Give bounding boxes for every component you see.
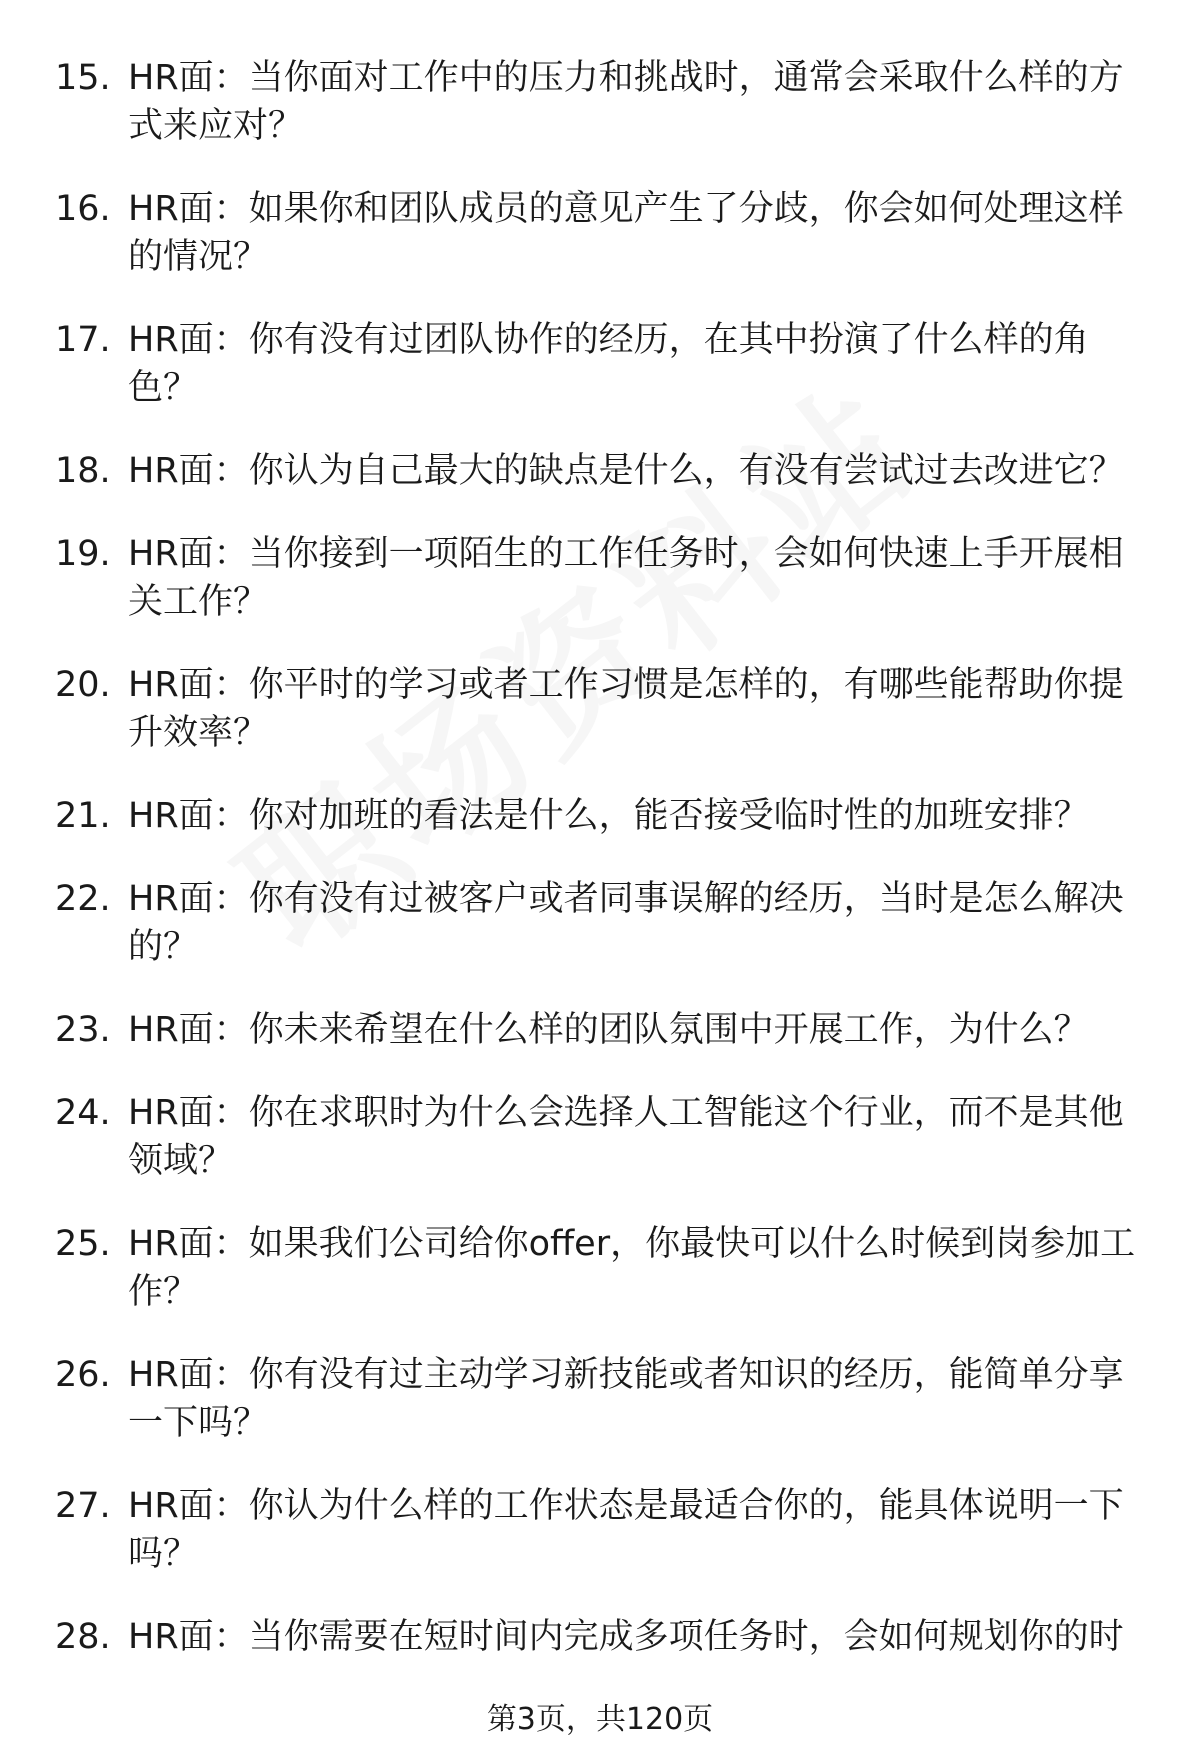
question-text: HR面：如果你和团队成员的意见产生了分歧，你会如何处理这样的情况？ bbox=[128, 189, 1124, 277]
question-number: 18. bbox=[55, 451, 111, 491]
question-text: HR面：如果我们公司给你offer，你最快可以什么时候到岗参加工作？ bbox=[128, 1224, 1136, 1312]
question-number: 23. bbox=[55, 1010, 111, 1050]
question-text: HR面：你未来希望在什么样的团队氛围中开展工作，为什么？ bbox=[128, 1010, 1089, 1050]
question-number: 15. bbox=[55, 58, 111, 98]
question-text: HR面：你对加班的看法是什么，能否接受临时性的加班安排？ bbox=[128, 796, 1089, 836]
question-number: 22. bbox=[55, 879, 111, 919]
question-text: HR面：你认为自己最大的缺点是什么，有没有尝试过去改进它？ bbox=[128, 451, 1124, 491]
list-item bbox=[55, 1089, 1152, 1185]
question-number: 21. bbox=[55, 796, 111, 836]
list-item bbox=[55, 54, 1152, 150]
question-number: 24. bbox=[55, 1093, 111, 1133]
question-number: 17. bbox=[55, 320, 111, 360]
list-item bbox=[55, 530, 1152, 626]
list-item bbox=[55, 316, 1152, 412]
list-item bbox=[55, 1613, 1152, 1661]
list-item bbox=[55, 661, 1152, 757]
question-text: HR面：你有没有过团队协作的经历，在其中扮演了什么样的角色？ bbox=[128, 320, 1089, 408]
question-text: HR面：当你需要在短时间内完成多项任务时，会如何规划你的时 bbox=[128, 1617, 1124, 1657]
question-text: HR面：当你面对工作中的压力和挑战时，通常会采取什么样的方式来应对？ bbox=[128, 58, 1124, 146]
question-number: 27. bbox=[55, 1486, 111, 1526]
list-item bbox=[55, 1482, 1152, 1578]
question-number: 28. bbox=[55, 1617, 111, 1657]
question-list bbox=[55, 54, 1152, 1661]
list-item bbox=[55, 1220, 1152, 1316]
list-item bbox=[55, 792, 1152, 840]
question-text: HR面：你有没有过主动学习新技能或者知识的经历，能简单分享一下吗？ bbox=[128, 1355, 1124, 1443]
list-item bbox=[55, 1351, 1152, 1447]
list-item bbox=[55, 185, 1152, 281]
question-number: 20. bbox=[55, 665, 111, 705]
question-text: HR面：你认为什么样的工作状态是最适合你的，能具体说明一下吗？ bbox=[128, 1486, 1124, 1574]
question-text: HR面：你在求职时为什么会选择人工智能这个行业，而不是其他领域？ bbox=[128, 1093, 1124, 1181]
question-text: HR面：当你接到一项陌生的工作任务时，会如何快速上手开展相关工作？ bbox=[128, 534, 1124, 622]
question-number: 16. bbox=[55, 189, 111, 229]
question-number: 25. bbox=[55, 1224, 111, 1264]
question-text: HR面：你有没有过被客户或者同事误解的经历，当时是怎么解决的？ bbox=[128, 879, 1124, 967]
question-text: HR面：你平时的学习或者工作习惯是怎样的，有哪些能帮助你提升效率？ bbox=[128, 665, 1124, 753]
question-number: 19. bbox=[55, 534, 111, 574]
list-item bbox=[55, 1006, 1152, 1054]
page-footer: 第3页，共120页 bbox=[486, 1702, 714, 1737]
question-number: 26. bbox=[55, 1355, 111, 1395]
list-item bbox=[55, 875, 1152, 971]
list-item bbox=[55, 447, 1152, 495]
